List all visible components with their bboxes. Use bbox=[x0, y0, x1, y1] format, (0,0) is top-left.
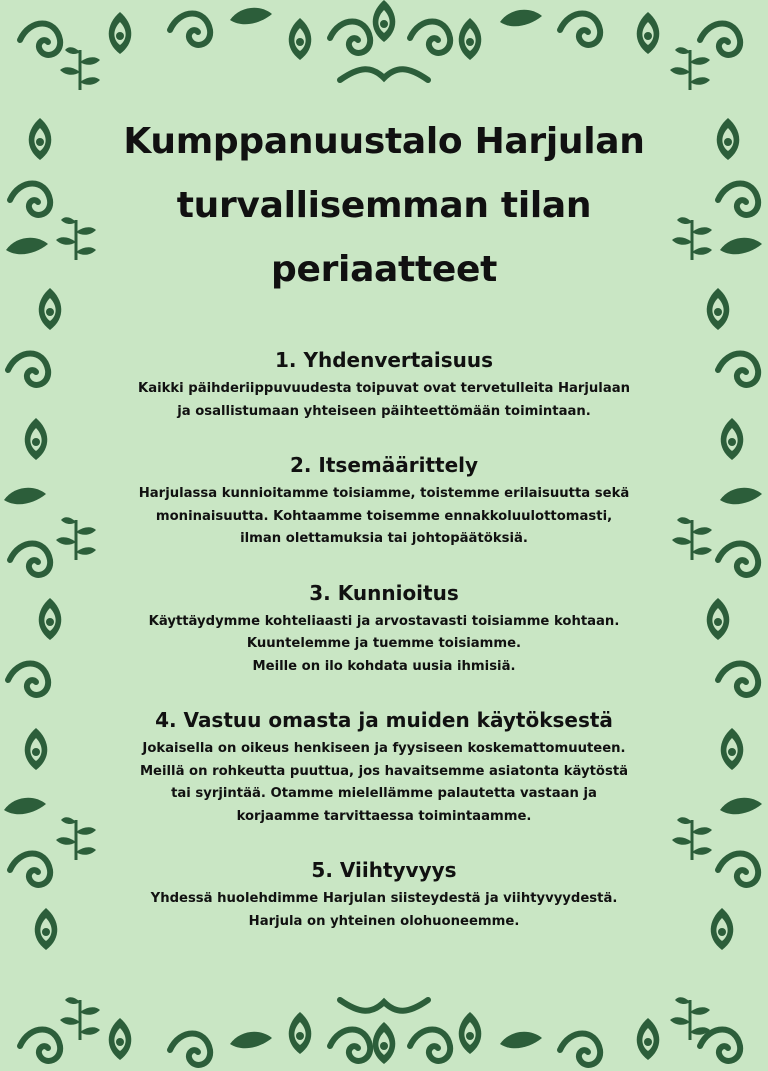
principle-text-line: Kuuntelemme ja tuemme toisiamme. bbox=[246, 636, 522, 651]
principle-text-line: Meillä on rohkeutta puuttua, jos havaitsemme asiatonta käytöstä bbox=[139, 763, 629, 779]
principle-text-line: ilman olettamuksia tai johtopäätöksiä. bbox=[240, 531, 528, 546]
poster-title bbox=[96, 110, 672, 302]
poster-content bbox=[96, 110, 672, 961]
principle-section-4 bbox=[96, 706, 672, 828]
principle-text-line: Harjulassa kunnioitamme toisiamme, toistemme erilaisuutta sekä bbox=[138, 486, 630, 501]
principle-text-line: Yhdessä huolehdimme Harjulan siisteydestä ja viihtyvyydestä. bbox=[150, 891, 618, 906]
principle-text-line: ja osallistumaan yhteiseen päihteettömään toimintaan. bbox=[177, 403, 591, 419]
principle-section-1 bbox=[96, 346, 672, 423]
principle-section-3 bbox=[96, 579, 672, 679]
principle-heading: 4. Vastuu omasta ja muiden käytöksestä bbox=[155, 708, 613, 732]
principle-text-line: moninaisuutta. Kohtaamme toisemme ennakkoluulottomasti, bbox=[155, 508, 613, 524]
title-line: turvallisemman tilan bbox=[176, 185, 592, 226]
principle-text-line: Harjula on yhteinen olohuoneemme. bbox=[248, 913, 520, 929]
principle-text-line: korjaamme tarvittaessa toimintaamme. bbox=[236, 808, 532, 824]
principle-text-line: Käyttäydymme kohteliaasti ja arvostavasti toisiamme kohtaan. bbox=[148, 613, 620, 629]
principle-section-2 bbox=[96, 451, 672, 551]
principle-text-line: Meille on ilo kohdata uusia ihmisiä. bbox=[252, 658, 516, 674]
principle-heading: 5. Viihtyvyys bbox=[311, 858, 457, 882]
principle-text-line: tai syrjintää. Otamme mielellämme palautetta vastaan ja bbox=[171, 786, 597, 801]
principle-heading: 2. Itsemäärittely bbox=[289, 453, 479, 477]
principle-text-line: Kaikki päihderiippuvuudesta toipuvat ovat tervetulleita Harjulaan bbox=[137, 381, 631, 396]
principle-heading: 1. Yhdenvertaisuus bbox=[275, 348, 493, 372]
title-line: Kumppanuustalo Harjulan bbox=[123, 121, 645, 162]
principle-text-line: Jokaisella on oikeus henkiseen ja fyysiseen koskemattomuuteen. bbox=[142, 741, 626, 756]
principle-section-5 bbox=[96, 856, 672, 933]
title-line: periaatteet bbox=[270, 249, 498, 290]
principle-heading: 3. Kunnioitus bbox=[309, 580, 459, 605]
